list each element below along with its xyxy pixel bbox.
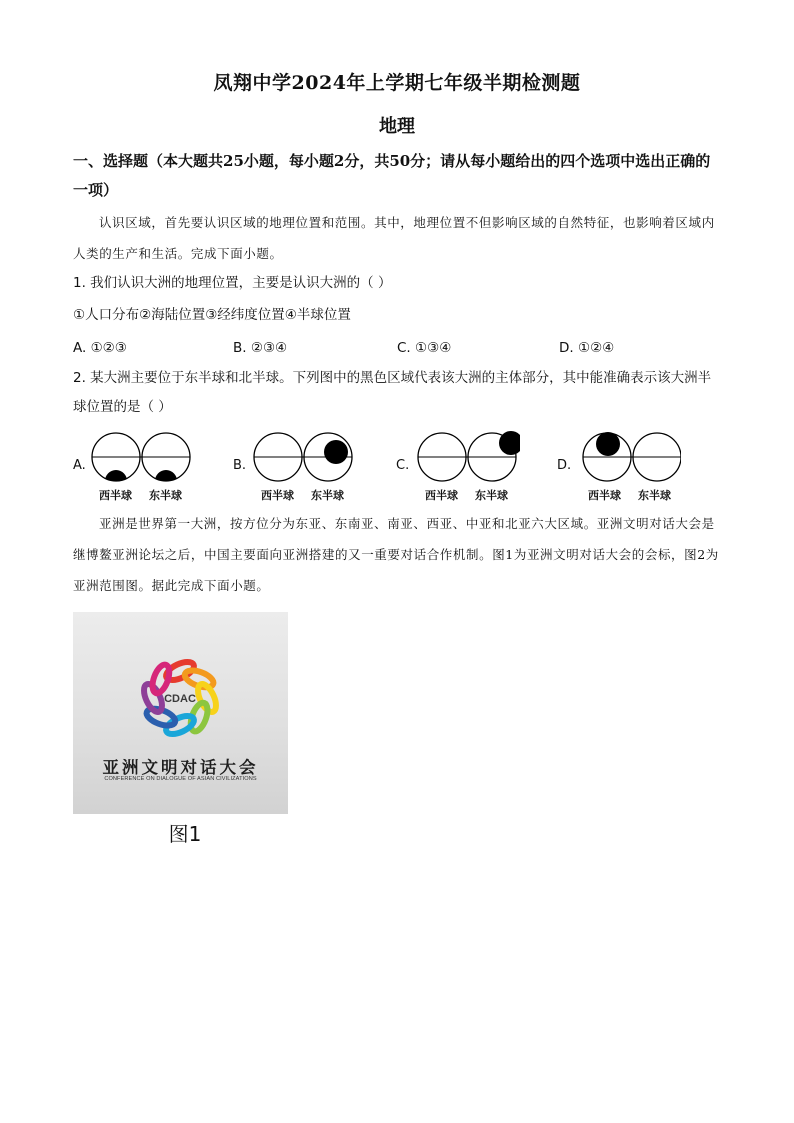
question-1-option-c[interactable]: C. ①③④ [397,340,452,356]
east-hemisphere-label: 东半球 [149,489,182,502]
hemisphere-diagram [414,428,520,484]
logo-abbr: CDAC [164,693,196,705]
cdac-logo-image [73,612,288,814]
east-hemisphere-label: 东半球 [475,489,508,502]
logo-petal [149,662,172,695]
question-2-option-b[interactable] [233,428,393,508]
continent-shape [324,440,348,464]
hemisphere-diagram [251,428,357,484]
question-2-option-c[interactable] [396,428,556,508]
west-hemisphere-label: 西半球 [261,489,294,502]
east-hemisphere-label: 东半球 [638,489,671,502]
question-2-option-d[interactable] [557,428,717,508]
question-1-option-b[interactable]: B. ②③④ [233,340,288,356]
west-hemisphere-label: 西半球 [425,489,458,502]
question-2-stem: 2. 某大洲主要位于东半球和北半球。下列图中的黑色区域代表该大洲的主体部分，其中能准确表示该大洲半球位置的是（ ） [73,370,712,415]
question-1-items: ①人口分布②海陆位置③经纬度位置④半球位置 [73,307,351,323]
continent-shape [155,470,177,484]
section-heading: 一、选择题（本大题共25小题，每小题2分，共50分；请从每小题给出的四个选项中选出正确的一项） [73,152,711,199]
option-letter: A. [73,458,86,473]
subject-title: 地理 [379,116,415,137]
hemisphere-diagram [575,428,681,484]
option-letter: C. [396,458,410,473]
passage-intro: 认识区域，首先要认识区域的地理位置和范围。其中，地理位置不但影响区域的自然特征，也影响着区域内人类的生产和生活。完成下面小题。 [73,215,715,261]
option-letter: D. [557,458,572,473]
east-hemisphere-label: 东半球 [311,489,344,502]
question-1-option-a[interactable]: A. ①②③ [73,340,127,356]
question-2-option-a[interactable] [73,428,233,508]
continent-shape [105,470,127,484]
option-letter: B. [233,458,247,473]
hemisphere-diagram [91,428,195,484]
figure-1-caption: 图1 [168,822,202,846]
question-1-option-d[interactable]: D. ①②④ [559,340,615,356]
west-hemisphere-label: 西半球 [588,489,621,502]
logo-english-name: CONFERENCE ON DIALOGUE OF ASIAN CIVILIZATIONS [104,776,257,782]
passage-asia: 亚洲是世界第一大洲，按方位分为东亚、东南亚、南亚、西亚、中亚和北亚六大区域。亚洲文明对话大会是继博鳌亚洲论坛之后，中国主要面向亚洲搭建的又一重要对话合作机制。图1为亚洲文明对话大会的会标，图2为亚洲范围图。据此完成下面小题。 [73,516,719,593]
cdac-flower-emblem [73,612,288,752]
question-1-stem: 1. 我们认识大洲的地理位置，主要是认识大洲的（ ） [73,275,392,291]
west-hemisphere-label: 西半球 [99,489,132,502]
logo-chinese-name: 亚洲文明对话大会 [102,758,259,777]
exam-title: 凤翔中学2024年上学期七年级半期检测题 [213,72,581,94]
